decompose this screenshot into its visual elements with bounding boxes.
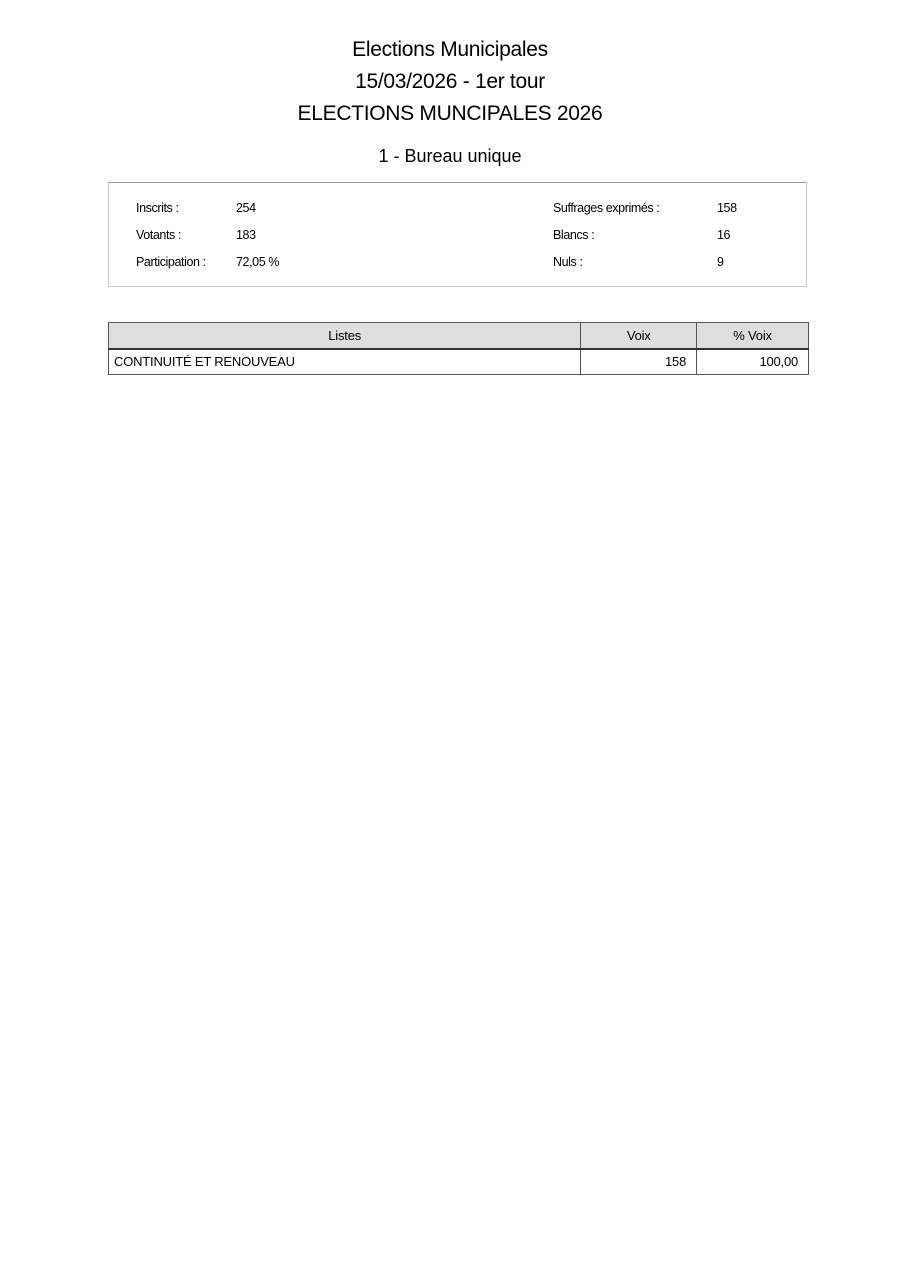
voix-cell: 158 — [581, 349, 697, 375]
participation-value: 72,05 % — [236, 255, 280, 269]
participation-label: Participation : — [136, 255, 206, 269]
document-title: Elections Municipales — [352, 38, 548, 61]
pct-voix-cell: 100,00 — [697, 349, 809, 375]
election-name: ELECTIONS MUNCIPALES 2026 — [297, 102, 603, 125]
nuls-value: 9 — [717, 255, 724, 269]
column-header-pct-voix: % Voix — [697, 323, 809, 349]
results-table — [108, 322, 809, 375]
votants-value: 183 — [236, 228, 256, 242]
nuls-label: Nuls : — [553, 255, 583, 269]
column-header-voix: Voix — [581, 323, 697, 349]
blancs-value: 16 — [717, 228, 731, 242]
summary-box — [108, 182, 807, 287]
inscrits-value: 254 — [236, 201, 256, 215]
column-header-listes: Listes — [109, 323, 581, 349]
document-header — [0, 34, 900, 130]
list-name-cell: CONTINUITÉ ET RENOUVEAU — [109, 349, 581, 375]
votants-label: Votants : — [136, 228, 182, 242]
inscrits-label: Inscrits : — [136, 201, 179, 215]
suffrages-exprimes-value: 158 — [717, 201, 737, 215]
table-row — [109, 349, 809, 375]
bureau-title: 1 - Bureau unique — [378, 146, 522, 166]
blancs-label: Blancs : — [553, 228, 595, 242]
table-header-row — [109, 323, 809, 349]
election-date-round: 15/03/2026 - 1er tour — [355, 70, 545, 93]
suffrages-exprimes-label: Suffrages exprimés : — [553, 201, 660, 215]
